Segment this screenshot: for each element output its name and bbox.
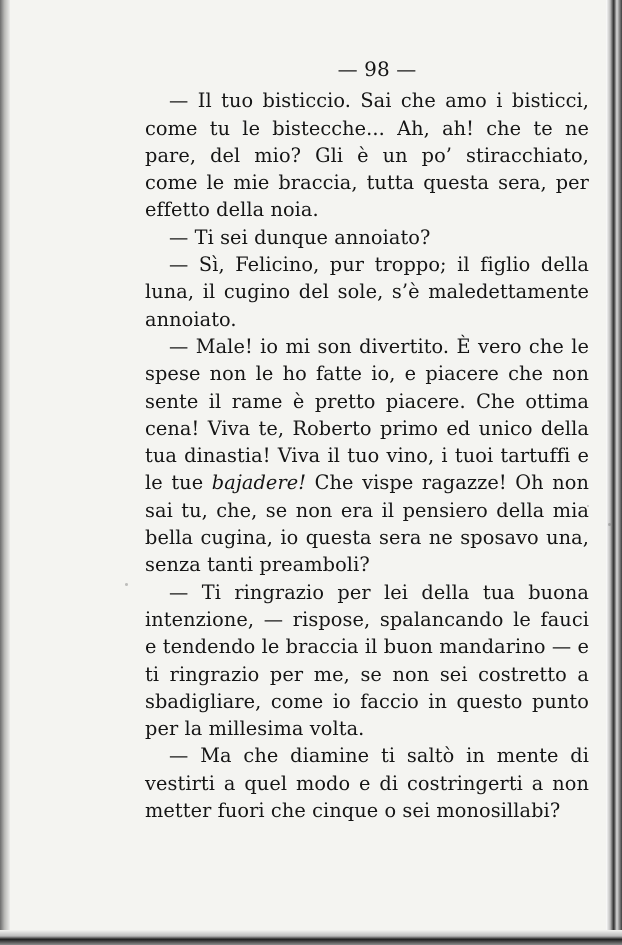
- paragraph-6: — Ma che diamine ti saltò in mente di vestirti a quel modo e di costringerti a non metter fuori che cinque o sei monosillabi?: [145, 744, 589, 823]
- paper-speck: [125, 583, 128, 586]
- page-text: [145, 56, 589, 824]
- paragraph-1: — Il tuo bisticcio. Sai che amo i bisticci, come tu le bistecche... Ah, ah! che te ne pare, del mio? Gli è un po’ stiracchiato, come le mie braccia, tutta questa sera, per effetto della noia.: [145, 89, 589, 222]
- paragraph-4: [145, 333, 589, 579]
- paragraph-4-text-after: Che vispe ragazze! Oh non sai tu, che, se non era il pensiero della mia bella cugina, io questa sera ne sposavo una, senza tanti preamboli?: [145, 471, 589, 577]
- paragraph-4-text-before: — Male! io mi son divertito. È vero che le spese non le ho fatte io, e piacere che non sente il rame è pretto piacere. Che ottima cena! Viva te, Roberto primo ed unico della tua dinastia! Viva il tuo vino, i tuoi tartuffi e le tue: [145, 334, 589, 495]
- paragraph-2: — Ti sei dunque annoiato?: [169, 225, 431, 249]
- paragraph-5: — Ti ringrazio per lei della tua buona intenzione, — rispose, spalancando le fauci e tendendo le braccia il buon mandarino — e ti ringrazio per me, se non sei costretto a sbadigliare, come io faccio in questo punto per la millesima volta.: [145, 580, 589, 741]
- paragraph-4-emphasis: bajadere!: [211, 471, 307, 495]
- paragraph-3: — Sì, Felicino, pur troppo; il figlio della luna, il cugino del sole, s’è maledettamente annoiato.: [145, 253, 589, 331]
- right-page-edge: [606, 0, 622, 945]
- page-number: — 98 —: [337, 57, 417, 81]
- paper-speck: [608, 523, 611, 526]
- left-page-shadow: [0, 0, 10, 945]
- bottom-page-edge: [0, 930, 622, 945]
